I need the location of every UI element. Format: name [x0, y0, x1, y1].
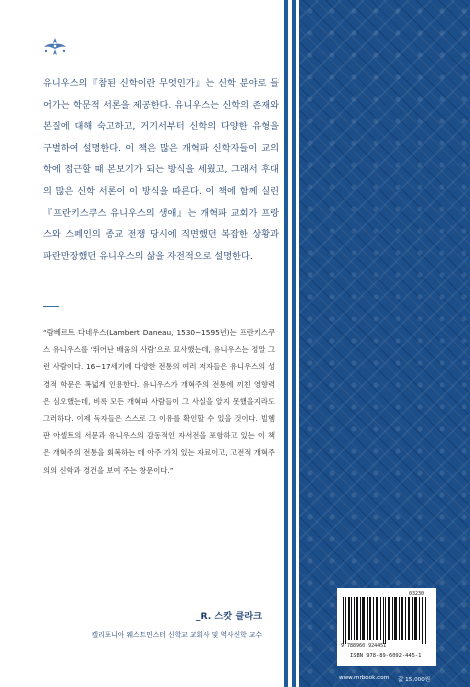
price-label: 값 15,000원 [398, 677, 431, 683]
barcode-icon [341, 597, 432, 644]
barcode-addon-code: 03230 [409, 591, 425, 597]
stripe-line [284, 0, 288, 687]
fleuron-ornament-icon [42, 37, 68, 57]
barcode-number: 9 788960 924451 [341, 643, 387, 649]
endorser-name: _R. 스캇 클라크 [195, 611, 262, 622]
section-divider [43, 306, 59, 307]
endorser-title: 캘리포니아 웨스트민스터 신학교 교회사 및 역사신학 교수 [91, 631, 262, 639]
isbn-number: ISBN 978-89-6092-445-1 [350, 653, 422, 659]
barcode-label [337, 588, 436, 666]
endorsement-quote: “람베르트 다네우스(Lambert Daneau, 1530~1595년)는 프란키스쿠스 유니우스를 ‘뛰어난 배움의 사람’으로 묘사했는데, 유니우스는 정말 그런 사람이다. 16~17세기에 다양한 전통의 여러 저자들은 유니우스의 성경적 학문은 폭넓게 인용한다. 유니우스가 개혁주의 전통에 끼친 영향력은 심오했는데, 비록 모든 개혁파 사람들이 그 사실을 알지 못했을지라도 그러하다. 이제 독자들은 스스로 그 이유를 확인할 수 있을 것이다. 빌헴 판 아셀트의 서문과 유니우스의 감동적인 자서전을 포함하고 있는 이 책은 개혁주의 전통을 회복하는 데 아주 가치 있는 자료이고, 고전적 개혁주의의 신학과 경건을 보여 주는 창문이다.” [43, 328, 275, 475]
book-description: 유니우스의『참된 신학이란 무엇인가』는 신학 분야로 들어가는 학문적 서론을 제공한다. 유니우스는 신학의 존재와 본질에 대해 숙고하고, 거기서부터 신학의 다양한 유형을 구별하여 설명한다. 이 책은 많은 개혁파 신학자들이 교의학에 접근할 때 본보기가 되는 방식을 세웠고, 그래서 후대의 많은 신학 서론이 이 방식을 따른다. 이 책에 함께 실린『프란키스쿠스 유니우스의 생애』는 개혁파 교회가 프랑스와 스페인의 종교 전쟁 당시에 직면했던 복잡한 상황과 파란만장했던 유니우스의 삶을 자전적으로 설명한다. [43, 78, 279, 262]
stripe-line [292, 0, 296, 687]
publisher-website: www.mrbook.com [339, 675, 390, 681]
ornamental-pattern-panel [299, 0, 470, 687]
